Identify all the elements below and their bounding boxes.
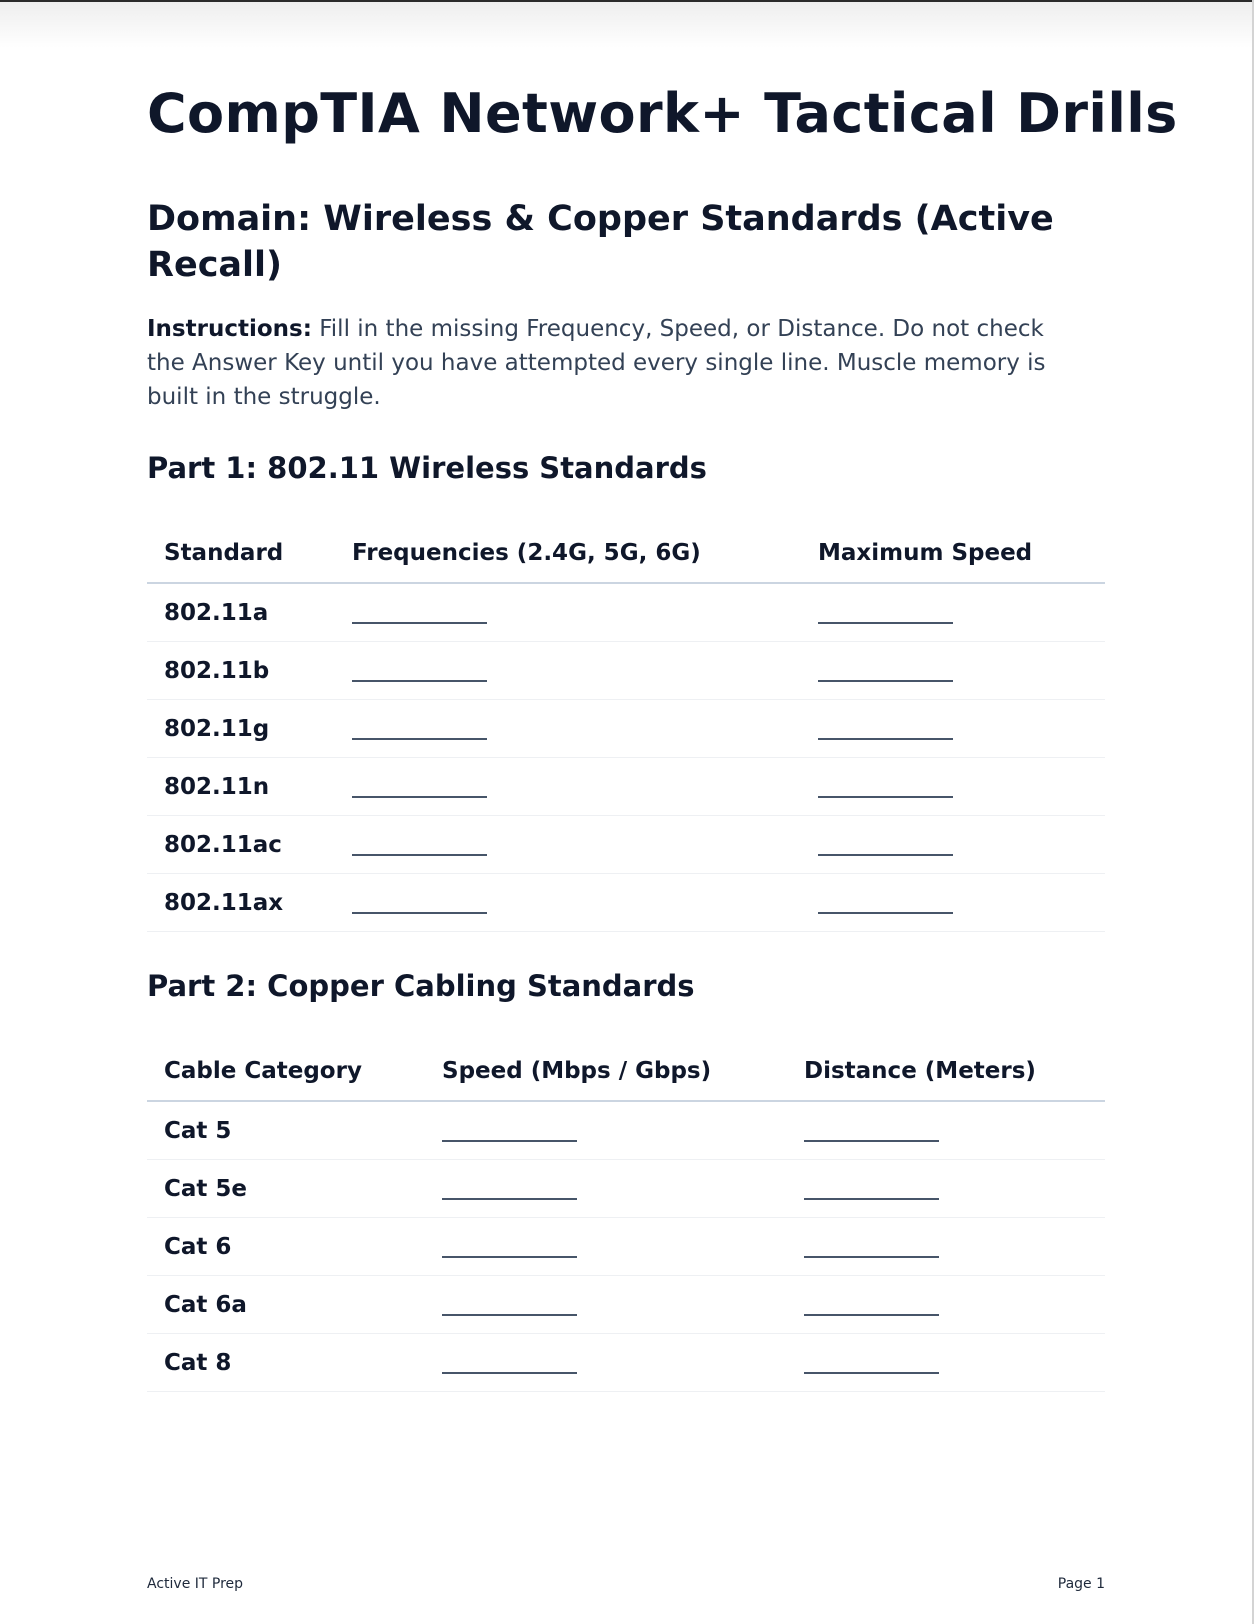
distance-blank[interactable] xyxy=(787,1334,1105,1392)
frequency-blank[interactable] xyxy=(335,816,801,874)
table-row xyxy=(147,874,1105,932)
speed-blank[interactable] xyxy=(801,583,1105,642)
part1-heading: Part 1: 802.11 Wireless Standards xyxy=(147,451,707,485)
table-header-row xyxy=(147,1042,1105,1101)
instructions-paragraph xyxy=(147,312,1082,414)
distance-blank[interactable] xyxy=(787,1101,1105,1160)
frequency-blank[interactable] xyxy=(335,642,801,700)
column-header: Distance (Meters) xyxy=(787,1042,1105,1101)
column-header: Speed (Mbps / Gbps) xyxy=(425,1042,787,1101)
table-header-row xyxy=(147,524,1105,583)
frequency-blank[interactable] xyxy=(335,700,801,758)
part2-heading: Part 2: Copper Cabling Standards xyxy=(147,969,695,1003)
speed-blank[interactable] xyxy=(425,1334,787,1392)
column-header: Frequencies (2.4G, 5G, 6G) xyxy=(335,524,801,583)
distance-blank[interactable] xyxy=(787,1276,1105,1334)
standard-cell: 802.11ac xyxy=(147,816,335,874)
frequency-blank[interactable] xyxy=(335,758,801,816)
standard-cell: 802.11b xyxy=(147,642,335,700)
speed-blank[interactable] xyxy=(801,816,1105,874)
instructions-text: Fill in the missing Frequency, Speed, or Distance. Do not check the Answer Key until you have attempted every single line. Muscle memory is built in the struggle. xyxy=(147,316,1046,410)
cable-category-cell: Cat 8 xyxy=(147,1334,425,1392)
column-header: Maximum Speed xyxy=(801,524,1105,583)
cable-category-cell: Cat 6a xyxy=(147,1276,425,1334)
standard-cell: 802.11n xyxy=(147,758,335,816)
column-header: Cable Category xyxy=(147,1042,425,1101)
instructions-label: Instructions: xyxy=(147,316,312,342)
frequency-blank[interactable] xyxy=(335,583,801,642)
table-row xyxy=(147,758,1105,816)
cable-category-cell: Cat 6 xyxy=(147,1218,425,1276)
speed-blank[interactable] xyxy=(801,642,1105,700)
footer-page-number: Page 1 xyxy=(1057,1576,1105,1592)
table-row xyxy=(147,583,1105,642)
table-row xyxy=(147,1334,1105,1392)
cable-category-cell: Cat 5 xyxy=(147,1101,425,1160)
speed-blank[interactable] xyxy=(425,1218,787,1276)
speed-blank[interactable] xyxy=(801,758,1105,816)
speed-blank[interactable] xyxy=(801,700,1105,758)
distance-blank[interactable] xyxy=(787,1218,1105,1276)
standard-cell: 802.11a xyxy=(147,583,335,642)
table-row xyxy=(147,816,1105,874)
table-row xyxy=(147,1160,1105,1218)
copper-cabling-table xyxy=(147,1042,1105,1392)
page-title: CompTIA Network+ Tactical Drills xyxy=(147,82,1178,145)
table-row xyxy=(147,1218,1105,1276)
wireless-standards-table xyxy=(147,524,1105,932)
column-header: Standard xyxy=(147,524,335,583)
table-row xyxy=(147,700,1105,758)
footer-left: Active IT Prep xyxy=(147,1576,244,1592)
speed-blank[interactable] xyxy=(425,1160,787,1218)
speed-blank[interactable] xyxy=(425,1276,787,1334)
cable-category-cell: Cat 5e xyxy=(147,1160,425,1218)
page-top-edge xyxy=(0,0,1254,48)
standard-cell: 802.11ax xyxy=(147,874,335,932)
speed-blank[interactable] xyxy=(801,874,1105,932)
standard-cell: 802.11g xyxy=(147,700,335,758)
distance-blank[interactable] xyxy=(787,1160,1105,1218)
table-row xyxy=(147,642,1105,700)
table-row xyxy=(147,1101,1105,1160)
speed-blank[interactable] xyxy=(425,1101,787,1160)
table-row xyxy=(147,1276,1105,1334)
domain-heading: Domain: Wireless & Copper Standards (Active Recall) xyxy=(147,199,1054,285)
frequency-blank[interactable] xyxy=(335,874,801,932)
